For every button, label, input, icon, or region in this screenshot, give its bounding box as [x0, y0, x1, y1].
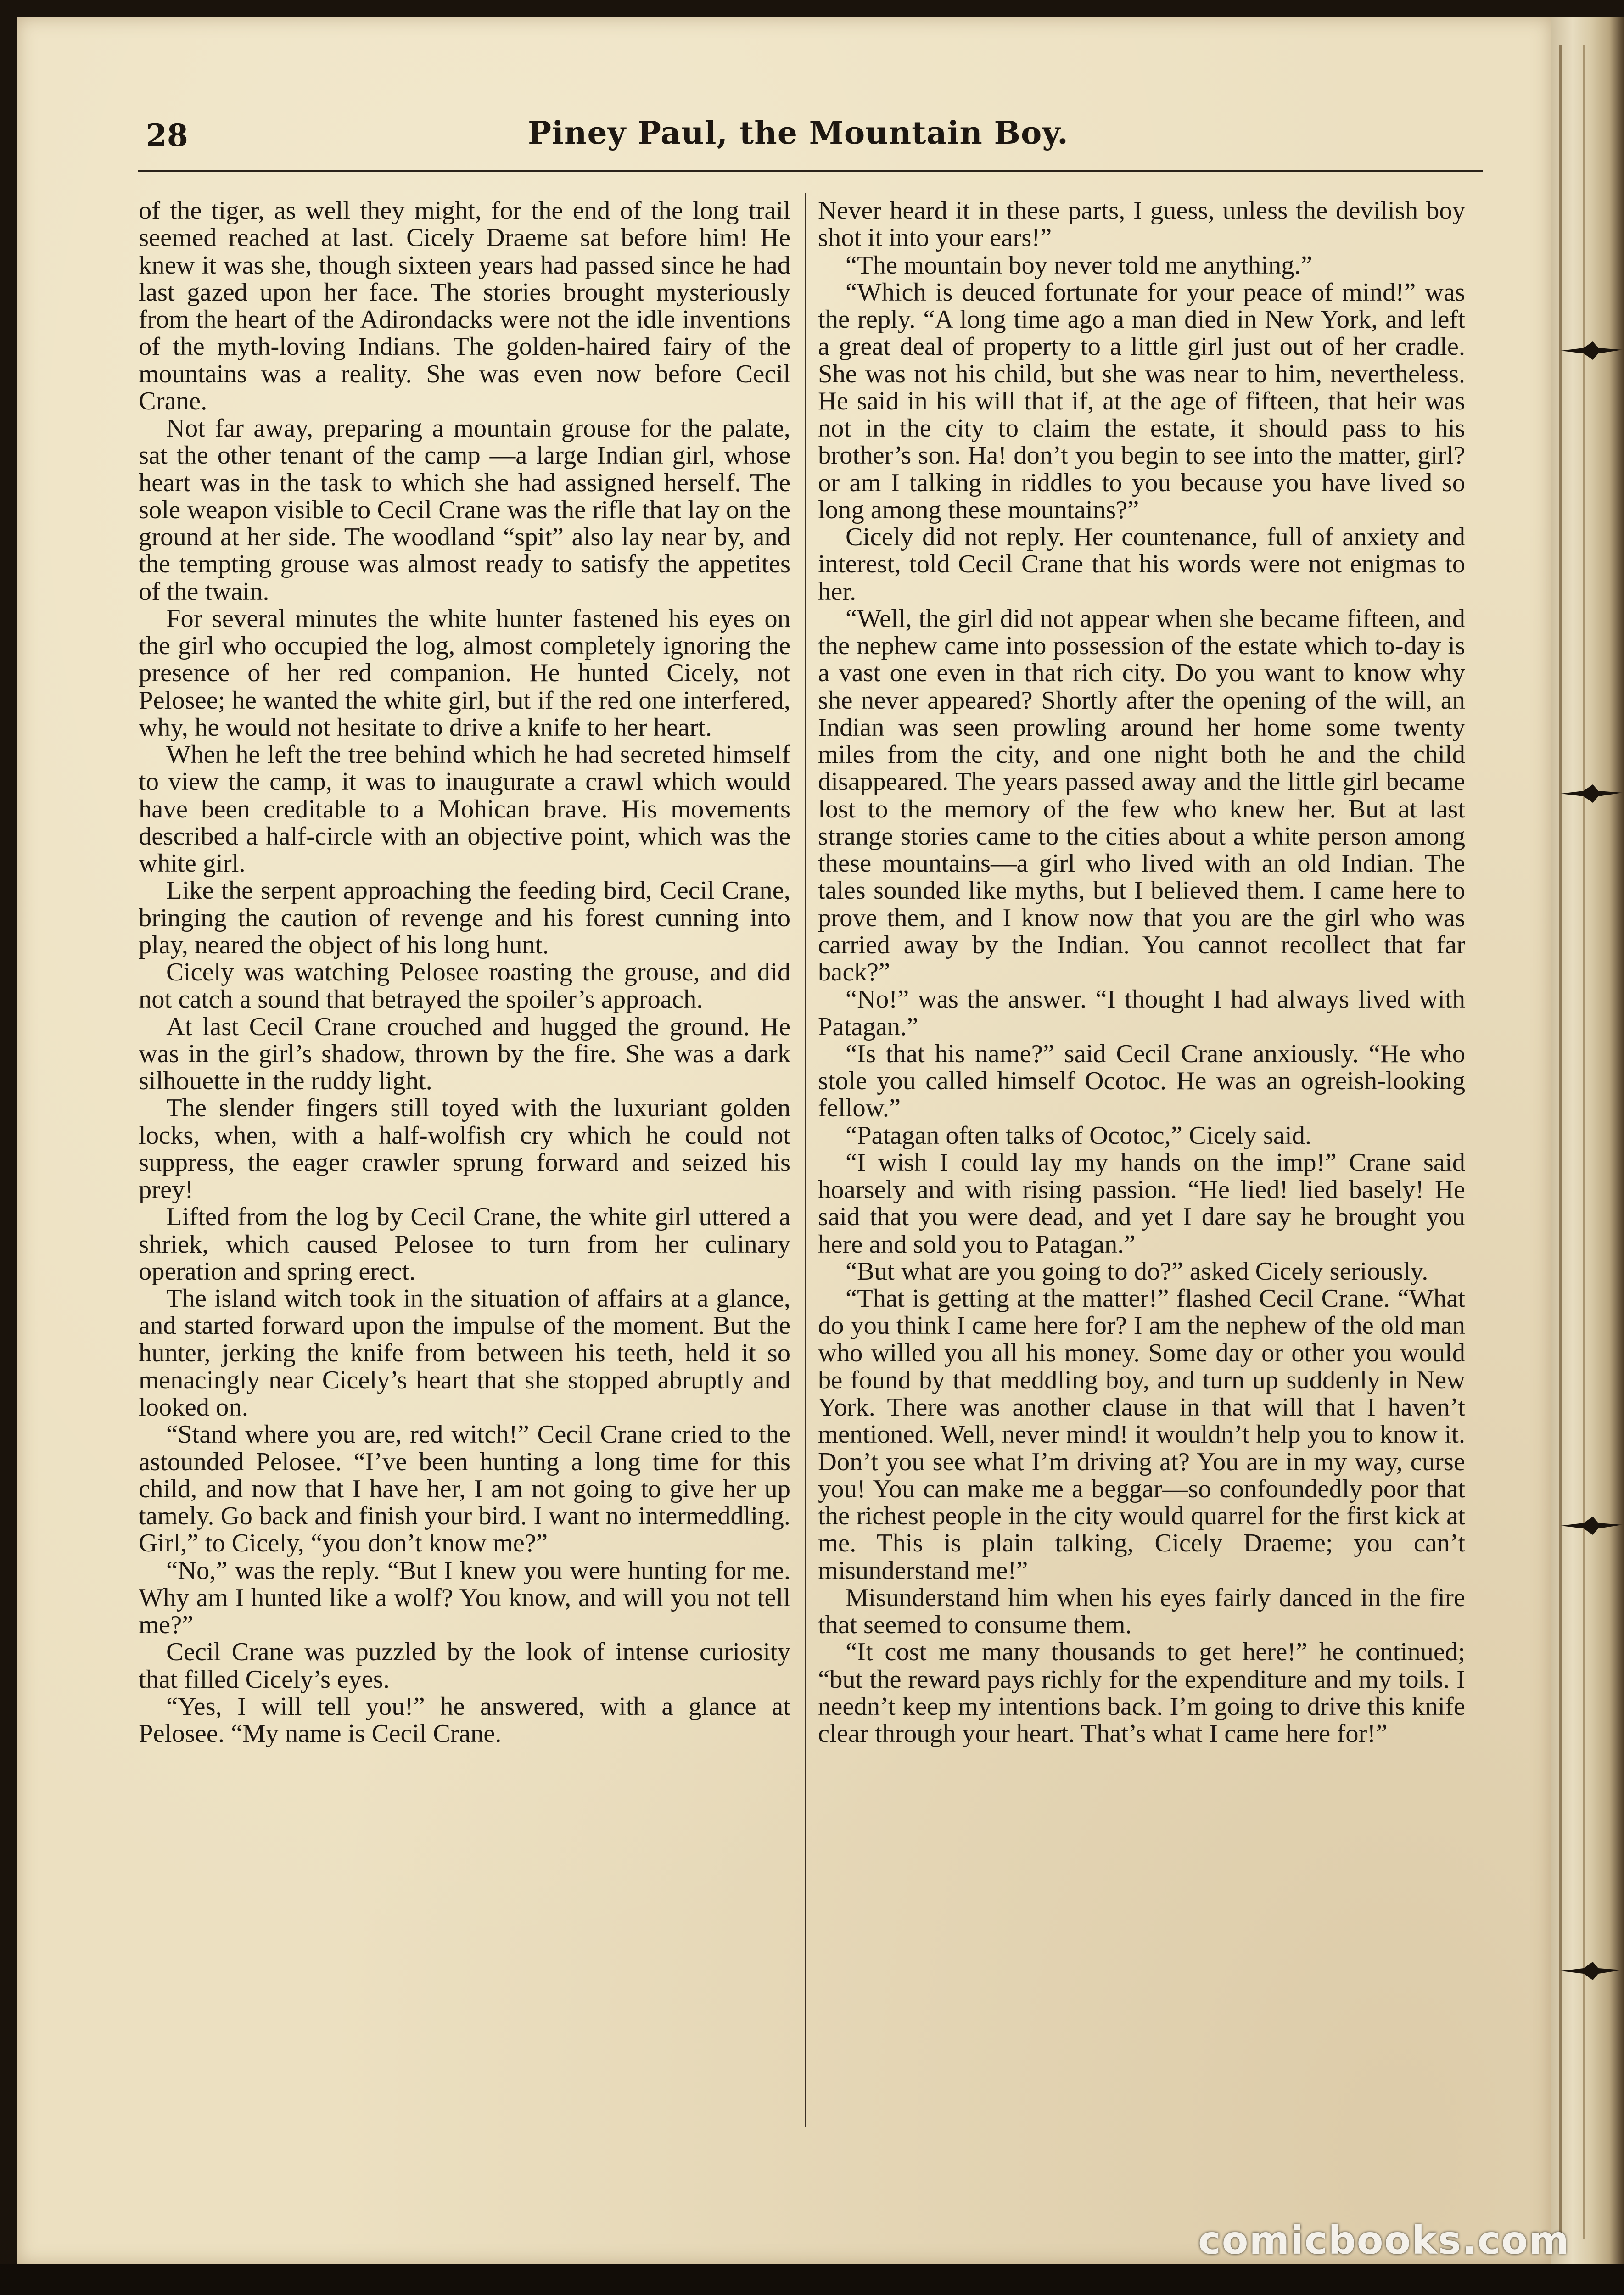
- page-number: 28: [146, 118, 188, 153]
- binding-stitch-icon: [1556, 783, 1624, 805]
- paragraph: Not far away, preparing a mountain grouse for the palate, sat the other tenant of the camp —a large Indian girl, whose heart was in the task to which she had assigned herself. The sole weapon visible to Cecil Crane was the rifle that lay on the ground at her side. The woodland “spit” also lay near by, and the tempting grouse was almost ready to satisfy the appetites of the twain.: [139, 414, 790, 606]
- paragraph: “No,” was the reply. “But I knew you were hunting for me. Why am I hunted like a wolf? You know, and will you not tell me?”: [139, 1556, 790, 1639]
- column-divider: [805, 193, 806, 2127]
- paragraph: “No!” was the answer. “I thought I had always lived with Patagan.”: [818, 985, 1465, 1041]
- gutter-fold-line: [1583, 45, 1585, 2239]
- paragraph: When he left the tree behind which he had secreted himself to view the camp, it was to inaugurate a crawl which would have been creditable to a Mohican brave. His movements described a half-circle with an objective point, which was the white girl.: [139, 740, 790, 878]
- paragraph: “I wish I could lay my hands on the imp!” Crane said hoarsely and with rising passion. “He lied! lied basely! He said that you were dead, and yet I dare say he brought you here and sold you to Patagan.”: [818, 1148, 1465, 1259]
- paragraph: Cicely was watching Pelosee roasting the grouse, and did not catch a sound that betrayed the spoiler’s approach.: [139, 958, 790, 1014]
- paragraph: “That is getting at the matter!” flashed Cecil Crane. “What do you think I came here for? I am the nephew of the old man who willed you all his money. Some day or other you would be found by that meddling boy, and turn up suddenly in New York. There was another clause in that will that I haven’t mentioned. Well, never mind! it wouldn’t help you to know it. Don’t you see what I’m driving at? You are in my way, curse you! You can make me a beggar—so confoundedly poor that the richest people in the city would quarrel for the first kick at me. This is plain talking, Cicely Draeme; you can’t misunderstand me!”: [818, 1284, 1465, 1585]
- paragraph: Like the serpent approaching the feeding bird, Cecil Crane, bringing the caution of revenge and his forest cunning into play, neared the object of his long hunt.: [139, 876, 790, 959]
- paragraph: “But what are you going to do?” asked Cicely seriously.: [846, 1257, 1428, 1286]
- binding-stitch-icon: [1556, 340, 1624, 362]
- paragraph: “Yes, I will tell you!” he answered, with a glance at Pelosee. “My name is Cecil Crane.: [139, 1692, 790, 1748]
- paragraph: The island witch took in the situation of affairs at a glance, and started forward upon the impulse of the moment. But the hunter, jerking the knife from between his teeth, held it so menacingly near Cicely’s heart that she stopped abruptly and looked on.: [139, 1284, 790, 1422]
- paragraph: At last Cecil Crane crouched and hugged the ground. He was in the girl’s shadow, thrown by the fire. She was a dark silhouette in the ruddy light.: [139, 1012, 790, 1095]
- paragraph: “Stand where you are, red witch!” Cecil Crane cried to the astounded Pelosee. “I’ve been hunting a long time for this child, and now that I have her, I am not going to give her up tamely. Go back and finish your bird. I want no intermeddling. Girl,” to Cicely, “you don’t know me?”: [139, 1420, 790, 1558]
- paragraph: “The mountain boy never told me anything.”: [846, 251, 1312, 280]
- watermark-text: comicbooks.com: [1198, 2218, 1570, 2263]
- paragraph: Misunderstand him when his eyes fairly danced in the fire that seemed to consume them.: [818, 1583, 1465, 1639]
- right-text-column: [818, 197, 1465, 1747]
- paragraph: “It cost me many thousands to get here!” he continued; “but the reward pays richly for the expenditure and my toils. I needn’t keep my intentions back. I’m going to drive this knife clear through your heart. That’s what I came here for!”: [818, 1638, 1465, 1748]
- paragraph: For several minutes the white hunter fastened his eyes on the girl who occupied the log, almost completely ignoring the presence of her red companion. He hunted Cicely, not Pelosee; he wanted the white girl, but if the red one interfered, why, he would not hesitate to drive a knife to her heart.: [139, 604, 790, 742]
- paragraph: “Which is deuced fortunate for your peace of mind!” was the reply. “A long time ago a man died in New York, and left a great deal of property to a little girl just out of her cradle. She was not his child, but she was near to him, nevertheless. He said in his will that if, at the age of fifteen, that heir was not in the city to claim the estate, it should pass to his brother’s son. Ha! don’t you begin to see into the matter, girl? or am I talking in riddles to you because you have lived so long among these mountains?”: [818, 278, 1465, 524]
- binding-stitch-icon: [1556, 1515, 1624, 1537]
- left-text-column: [139, 197, 790, 1747]
- scan-bottom-border: [0, 2264, 1624, 2295]
- paragraph: of the tiger, as well they might, for the end of the long trail seemed reached at last. Cicely Draeme sat before him! He knew it was she, though sixteen years had passed since he had last gazed upon her face. The stories brought mysteriously from the heart of the Adirondacks were not the idle inventions of the myth-loving Indians. The golden-haired fairy of the mountains was a reality. She was even now before Cecil Crane.: [139, 196, 790, 415]
- paragraph: “Patagan often talks of Ocotoc,” Cicely said.: [846, 1121, 1312, 1150]
- running-title: Piney Paul, the Mountain Boy.: [528, 115, 1069, 151]
- paragraph: “Well, the girl did not appear when she became fifteen, and the nephew came into possession of the estate which to-day is a vast one even in that rich city. Do you want to know why she never appeared? Shortly after the opening of the will, an Indian was seen prowling around her home some twenty miles from the city, and one night both he and the child disappeared. The years passed away and the little girl became lost to the memory of the few who knew her. But at last strange stories came to the cities about a white person among these mountains—a girl who lived with an old Indian. The tales sounded like myths, but I believed them. I came here to prove them, and I know now that you are the girl who was carried away by the Indian. You cannot recollect that far back?”: [818, 604, 1465, 986]
- paragraph: The slender fingers still toyed with the luxuriant golden locks, when, with a half-wolfish cry which he could not suppress, the eager crawler sprung forward and seized his prey!: [139, 1094, 790, 1204]
- paragraph: Cecil Crane was puzzled by the look of intense curiosity that filled Cicely’s eyes.: [139, 1638, 790, 1694]
- gutter-fold-line: [1559, 45, 1562, 2239]
- paragraph: “Is that his name?” said Cecil Crane anxiously. “He who stole you called himself Ocotoc. He was an ogreish-looking fellow.”: [818, 1039, 1465, 1123]
- paragraph: Lifted from the log by Cecil Crane, the white girl uttered a shriek, which caused Pelosee to turn from her culinary operation and spring erect.: [139, 1203, 790, 1286]
- binding-stitch-icon: [1556, 1960, 1624, 1982]
- header-rule: [138, 170, 1483, 172]
- paragraph: Cicely did not reply. Her countenance, full of anxiety and interest, told Cecil Crane that his words were not enigmas to her.: [818, 523, 1465, 606]
- paragraph: Never heard it in these parts, I guess, unless the devilish boy shot it into your ears!”: [818, 196, 1465, 252]
